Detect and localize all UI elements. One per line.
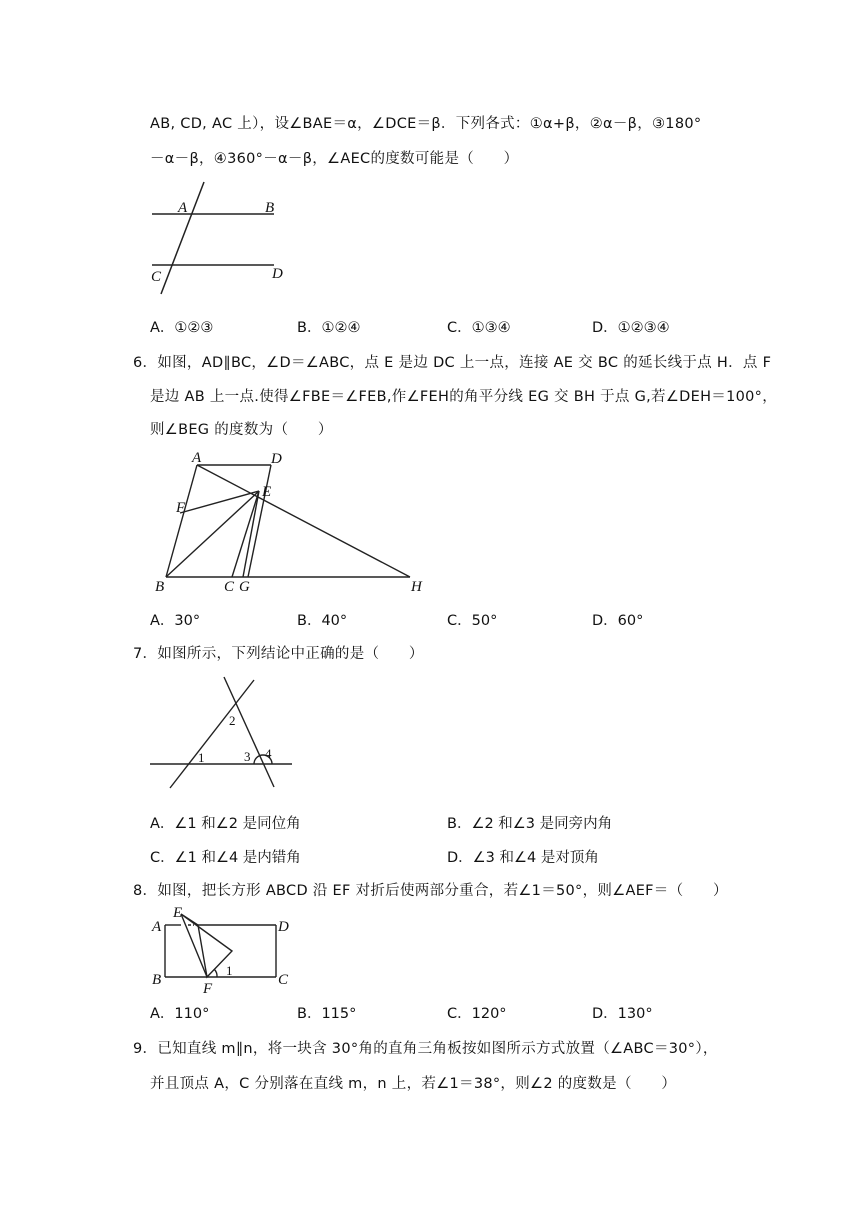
label-b: B [152,972,162,988]
label-1: 1 [226,963,233,978]
q5-text-line1: AB, CD, AC 上），设∠BAE＝α，∠DCE＝β．下列各式：①α+β，②α－β，③180° [150,116,702,132]
label-d: D [278,919,289,935]
q8-option-b: B．115° [297,1006,357,1022]
q9-text-line2: 并且顶点 A，C 分别落在直线 m，n 上，若∠1＝38°，则∠2 的度数是（ ） [150,1076,677,1092]
label-e: E [173,905,183,921]
q5-option-a: A．①②③ [150,320,214,336]
q5-option-c: C．①③④ [447,320,511,336]
label-c: C [151,269,162,285]
label-c: C [224,579,235,595]
label-2: 2 [229,713,236,728]
q7-option-b: B．∠2 和∠3 是同旁内角 [447,816,613,832]
label-e: E [262,484,272,500]
label-f: F [203,981,213,997]
label-b: B [265,200,275,216]
label-3: 3 [244,749,251,764]
q6-figure [150,448,440,596]
q7-option-d: D．∠3 和∠4 是对顶角 [447,850,599,866]
q6-option-a: A．30° [150,613,201,629]
label-1: 1 [198,750,205,765]
q7-text-line1: 7．如图所示，下列结论中正确的是（ ） [133,646,424,662]
label-d: D [271,451,282,467]
q8-option-c: C．120° [447,1006,507,1022]
label-a: A [178,200,188,216]
q5-option-d: D．①②③④ [592,320,670,336]
label-f: F [176,500,186,516]
q6-option-d: D．60° [592,613,644,629]
transversal [161,182,204,294]
q7-option-c: C．∠1 和∠4 是内错角 [150,850,301,866]
q6-option-b: B．40° [297,613,348,629]
q6-text-line1: 6．如图，AD∥BC，∠D＝∠ABC，点 E 是边 DC 上一点，连接 AE 交 BC 的延长线于点 H．点 F [133,355,772,371]
label-a: A [152,919,162,935]
q8-text-line1: 8．如图，把长方形 ABCD 沿 EF 对折后使两部分重合，若∠1＝50°，则∠AEF＝（ ） [133,883,728,899]
label-a: A [192,450,202,466]
q6-option-c: C．50° [447,613,498,629]
q7-option-a: A．∠1 和∠2 是同位角 [150,816,301,832]
label-b: B [155,579,165,595]
label-h: H [411,579,422,595]
q8-option-a: A．110° [150,1006,210,1022]
label-d: D [272,266,283,282]
q5-text-line2: －α－β，④360°－α－β，∠AEC的度数可能是（ ） [150,151,519,167]
q5-option-b: B．①②④ [297,320,361,336]
q6-text-line3: 则∠BEG 的度数为（ ） [150,422,333,438]
q9-text-line1: 9．已知直线 m∥n，将一块含 30°角的直角三角板按如图所示方式放置（∠ABC＝30°）， [133,1041,718,1057]
label-g: G [239,579,250,595]
label-4: 4 [265,746,272,761]
q8-figure [148,904,308,1000]
q8-option-d: D．130° [592,1006,653,1022]
label-c: C [278,972,289,988]
q5-figure [148,178,288,298]
q6-text-line2: 是边 AB 上一点.使得∠FBE＝∠FEB,作∠FEH的角平分线 EG 交 BH 于点 G,若∠DEH＝100°， [150,389,777,405]
q7-figure [148,674,298,794]
